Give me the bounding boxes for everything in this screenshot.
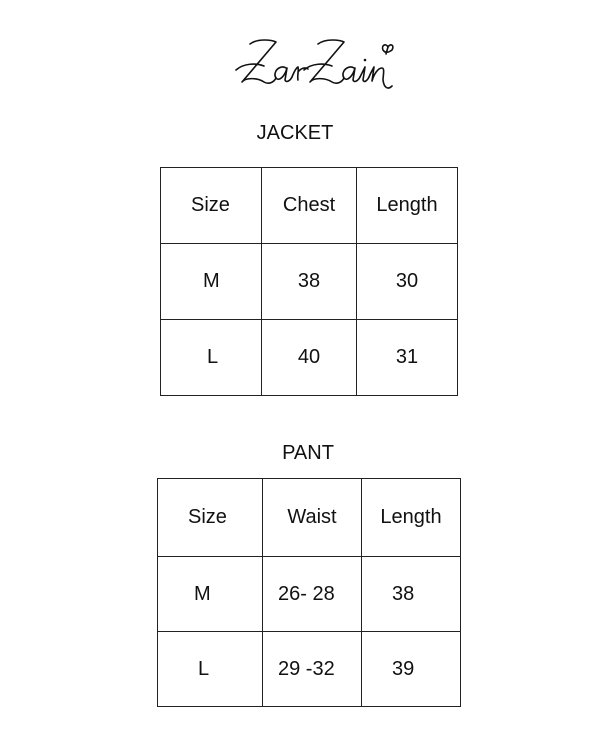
size-value: M [203, 270, 220, 292]
length-value: 31 [395, 346, 419, 368]
table-row [158, 632, 461, 707]
table-cell [262, 320, 357, 396]
table-row [158, 557, 461, 632]
table-header-row [161, 168, 458, 244]
header-length: Length [376, 194, 438, 216]
table-cell [161, 244, 262, 320]
header-cell [158, 479, 263, 557]
waist-value: 26- 28 [278, 582, 335, 605]
table-cell [158, 632, 263, 707]
waist-value: 29 -32 [278, 657, 335, 680]
chest-value: 38 [297, 270, 321, 292]
table-row [161, 320, 458, 396]
chest-value: 40 [297, 346, 321, 368]
header-size: Size [188, 506, 227, 528]
table-cell [158, 557, 263, 632]
table-cell [161, 320, 262, 396]
length-value: 39 [392, 657, 415, 680]
header-cell [161, 168, 262, 244]
header-size: Size [191, 194, 230, 216]
table-row [161, 244, 458, 320]
table-cell [263, 632, 362, 707]
table-cell [357, 320, 458, 396]
header-cell [362, 479, 461, 557]
length-value: 38 [392, 582, 415, 605]
size-value: L [207, 346, 219, 368]
size-value: L [198, 657, 210, 680]
table-cell [362, 632, 461, 707]
header-waist: Waist [287, 506, 337, 528]
jacket-size-table [160, 167, 458, 396]
header-length: Length [380, 506, 442, 528]
header-cell [263, 479, 362, 557]
brand-logo [228, 30, 403, 100]
header-cell [262, 168, 357, 244]
table-cell [262, 244, 357, 320]
zarzain-logo-icon [228, 30, 403, 100]
pant-heading: PANT [282, 442, 334, 464]
table-cell [362, 557, 461, 632]
table-cell [263, 557, 362, 632]
jacket-heading: JACKET [256, 122, 334, 144]
header-chest: Chest [282, 194, 336, 216]
length-value: 30 [395, 270, 419, 292]
pant-size-table [157, 478, 461, 707]
size-value: M [194, 582, 211, 605]
table-cell [357, 244, 458, 320]
header-cell [357, 168, 458, 244]
table-header-row [158, 479, 461, 557]
